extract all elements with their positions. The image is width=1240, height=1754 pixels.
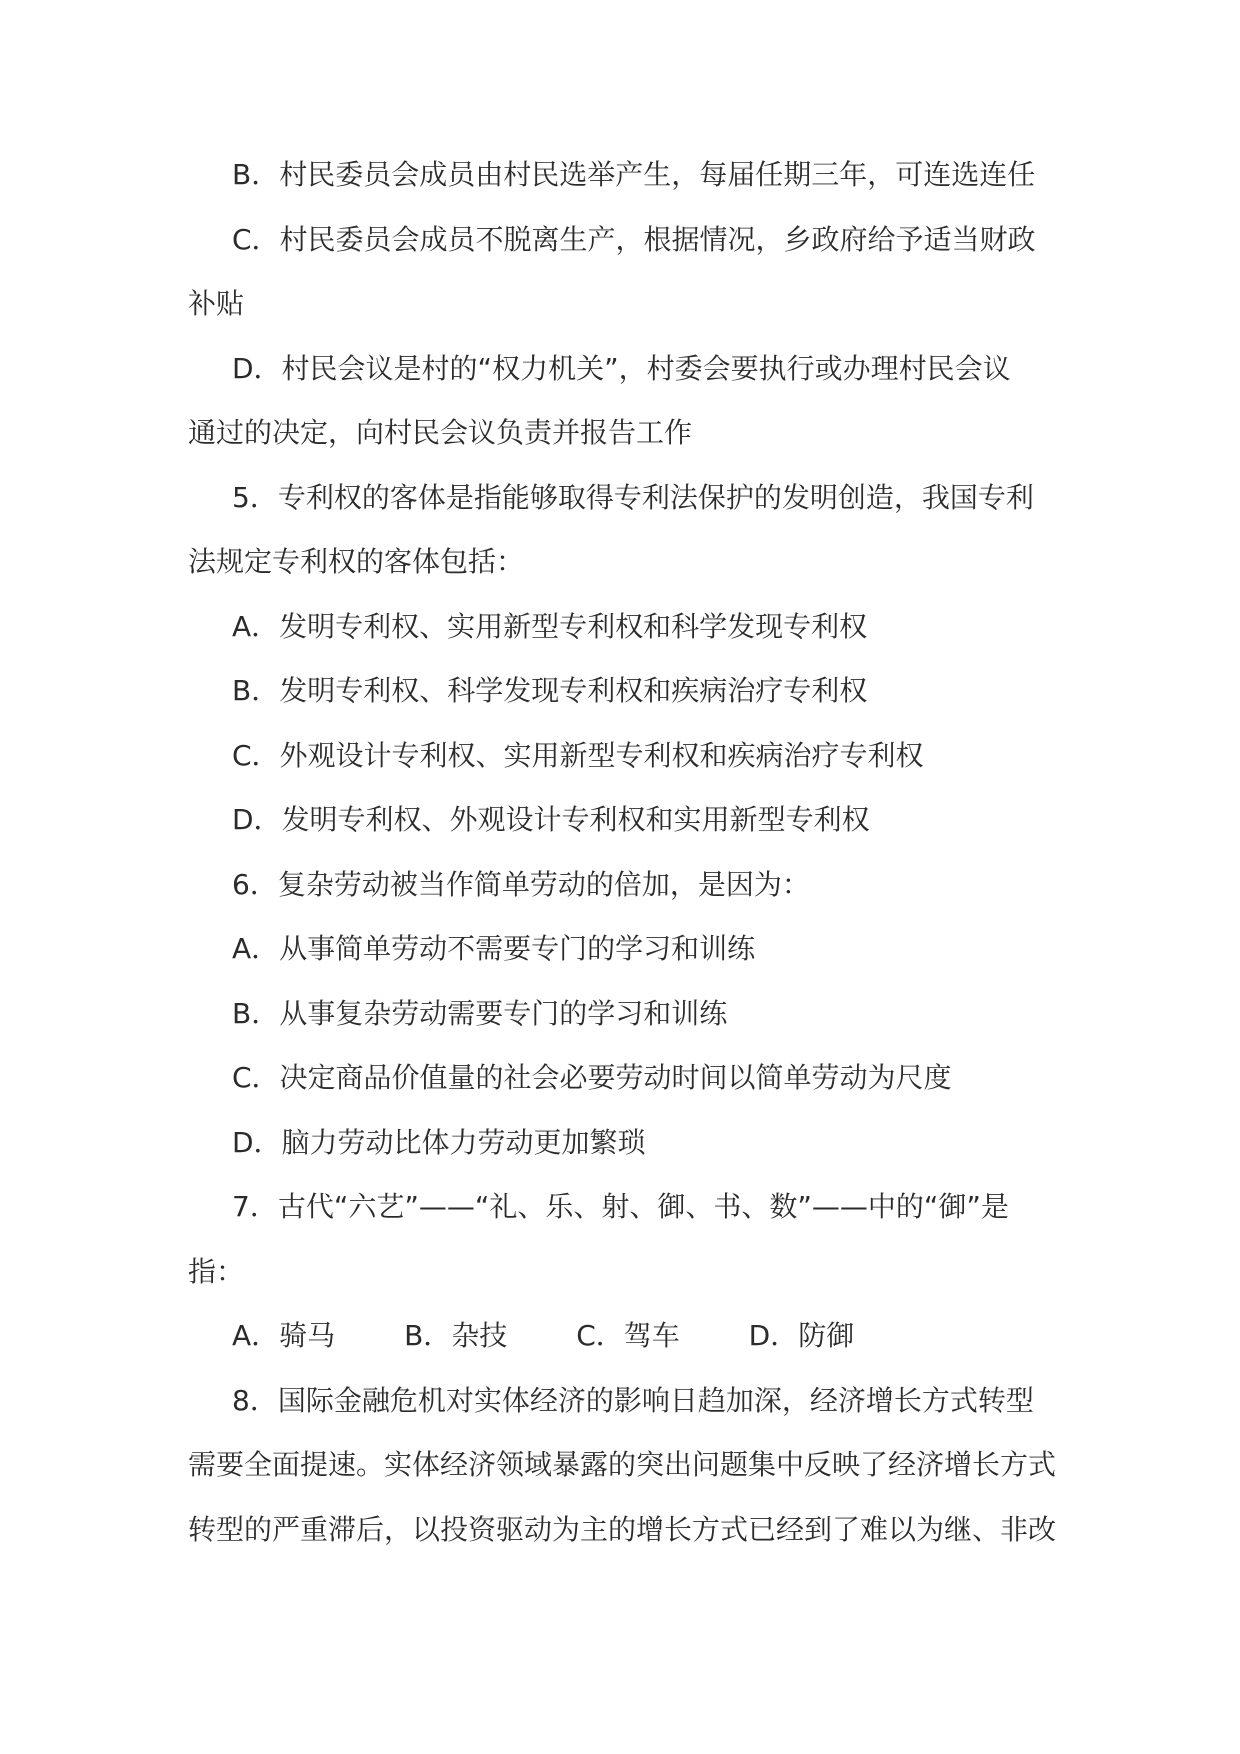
question-7-options xyxy=(188,1304,1068,1369)
option-line: C．村民委员会成员不脱离生产，根据情况，乡政府给予适当财政 xyxy=(232,222,1036,256)
option-line-continued: 通过的决定，向村民会议负责并报告工作 xyxy=(188,416,693,449)
question-line: 8．国际金融危机对实体经济的影响日趋加深，经济增长方式转型 xyxy=(232,1383,1034,1417)
question-line: 7．古代“六艺”——“礼、乐、射、御、书、数”——中的“御”是 xyxy=(232,1190,1009,1223)
option-line: D．发明专利权、外观设计专利权和实用新型专利权 xyxy=(232,803,870,836)
question-line: 5．专利权的客体是指能够取得专利法保护的发明创造，我国专利 xyxy=(232,480,1034,514)
option-a: A．骑马 xyxy=(232,1319,336,1352)
question-line-continued: 需要全面提速。实体经济领域暴露的突出问题集中反映了经济增长方式 xyxy=(188,1448,1057,1481)
option-line: A．从事简单劳动不需要专门的学习和训练 xyxy=(232,932,756,965)
option-line: B．发明专利权、科学发现专利权和疾病治疗专利权 xyxy=(232,674,868,707)
question-line-continued: 指： xyxy=(188,1254,245,1288)
option-line: B．村民委员会成员由村民选举产生，每届任期三年，可连选连任 xyxy=(232,158,1036,191)
option-line: B．从事复杂劳动需要专门的学习和训练 xyxy=(232,996,728,1030)
option-line: D．村民会议是村的“权力机关”，村委会要执行或办理村民会议 xyxy=(232,351,1011,385)
text-body xyxy=(188,143,1068,1562)
option-line-continued: 补贴 xyxy=(188,287,245,320)
option-d: D．防御 xyxy=(748,1319,855,1352)
option-line: C．决定商品价值量的社会必要劳动时间以简单劳动为尺度 xyxy=(232,1061,952,1094)
option-line: A．发明专利权、实用新型专利权和科学发现专利权 xyxy=(232,609,868,643)
option-b: B．杂技 xyxy=(404,1319,508,1352)
option-line: D．脑力劳动比体力劳动更加繁琐 xyxy=(232,1125,646,1159)
question-line-continued: 法规定专利权的客体包括： xyxy=(188,545,525,578)
question-line-continued: 转型的严重滞后，以投资驱动为主的增长方式已经到了难以为继、非改 xyxy=(188,1512,1057,1546)
question-line: 6．复杂劳动被当作简单劳动的倍加，是因为： xyxy=(232,867,810,901)
option-c: C．驾车 xyxy=(576,1319,680,1352)
option-line: C．外观设计专利权、实用新型专利权和疾病治疗专利权 xyxy=(232,738,924,772)
